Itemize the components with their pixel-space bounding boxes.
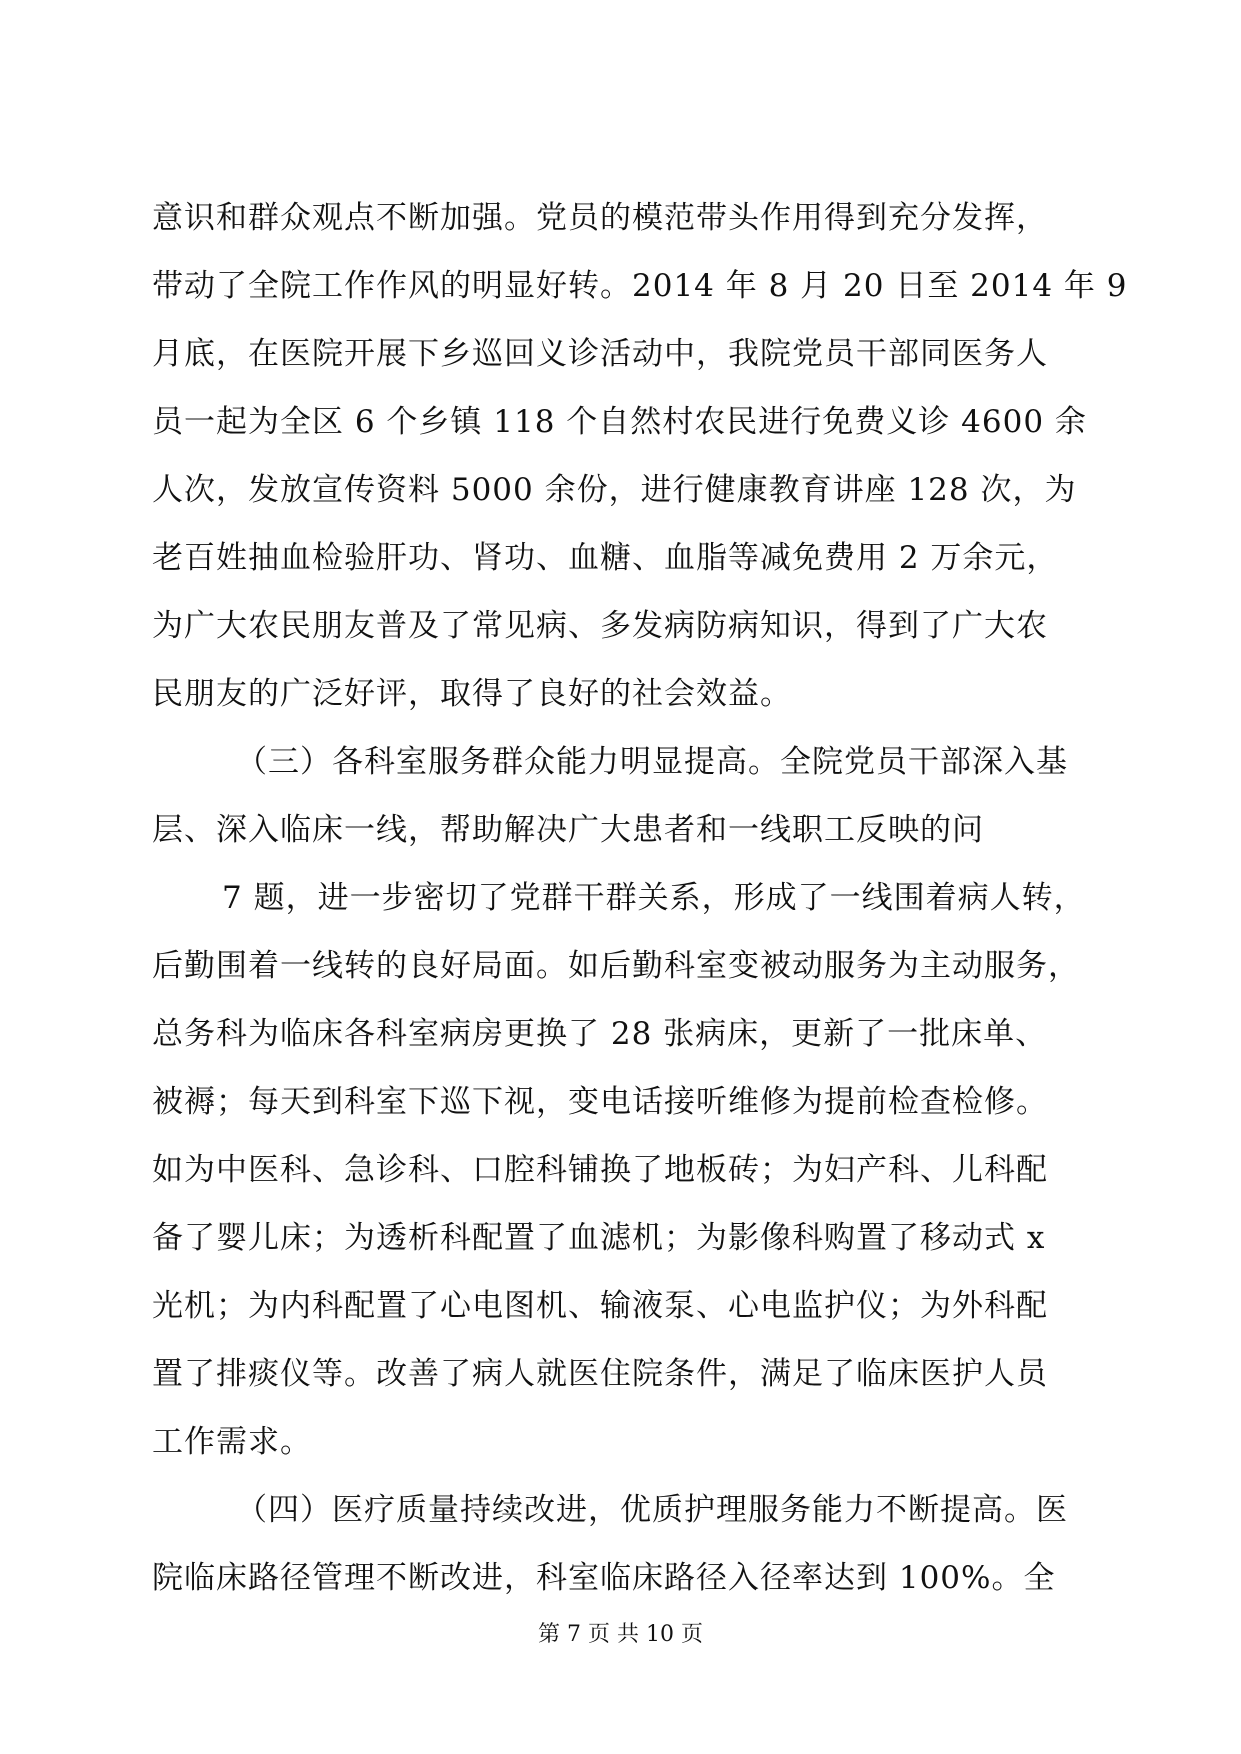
paragraph-line: 带动了全院工作作风的明显好转。2014 年 8 月 20 日至 2014 年 9 — [152, 268, 1128, 304]
paragraph-line: 置了排痰仪等。改善了病人就医住院条件，满足了临床医护人员 — [152, 1356, 1048, 1392]
paragraph-line: 院临床路径管理不断改进，科室临床路径入径率达到 100%。全 — [152, 1560, 1056, 1596]
paragraph-line: 光机；为内科配置了心电图机、输液泵、心电监护仪；为外科配 — [152, 1288, 1048, 1324]
paragraph-line: 人次，发放宣传资料 5000 余份，进行健康教育讲座 128 次，为 — [152, 472, 1077, 508]
paragraph-line: 月底，在医院开展下乡巡回义诊活动中，我院党员干部同医务人 — [152, 336, 1048, 372]
section-heading-line: （四）医疗质量持续改进，优质护理服务能力不断提高。医 — [236, 1492, 1068, 1528]
paragraph-line: 备了婴儿床；为透析科配置了血滤机；为影像科购置了移动式 x — [152, 1220, 1046, 1256]
paragraph-line: 层、深入临床一线，帮助解决广大患者和一线职工反映的问 — [152, 812, 984, 848]
paragraph-line: 为广大农民朋友普及了常见病、多发病防病知识，得到了广大农 — [152, 608, 1048, 644]
page-number-footer: 第 7 页 共 10 页 — [538, 1622, 703, 1647]
paragraph-line: 后勤围着一线转的良好局面。如后勤科室变被动服务为主动服务， — [152, 948, 1080, 984]
paragraph-line: 民朋友的广泛好评，取得了良好的社会效益。 — [152, 676, 792, 712]
paragraph-line: 被褥；每天到科室下巡下视，变电话接听维修为提前检查检修。 — [152, 1084, 1048, 1120]
section-heading-line: （三）各科室服务群众能力明显提高。全院党员干部深入基 — [236, 744, 1068, 780]
paragraph-line: 7 题，进一步密切了党群干群关系，形成了一线围着病人转， — [222, 880, 1086, 916]
paragraph-line: 如为中医科、急诊科、口腔科铺换了地板砖；为妇产科、儿科配 — [152, 1152, 1048, 1188]
paragraph-line: 意识和群众观点不断加强。党员的模范带头作用得到充分发挥， — [152, 200, 1048, 236]
paragraph-line: 员一起为全区 6 个乡镇 118 个自然村农民进行免费义诊 4600 余 — [152, 404, 1087, 440]
paragraph-line: 工作需求。 — [152, 1424, 312, 1460]
paragraph-line: 老百姓抽血检验肝功、肾功、血糖、血脂等减免费用 2 万余元， — [152, 540, 1059, 576]
paragraph-line: 总务科为临床各科室病房更换了 28 张病床，更新了一批床单、 — [152, 1016, 1048, 1052]
